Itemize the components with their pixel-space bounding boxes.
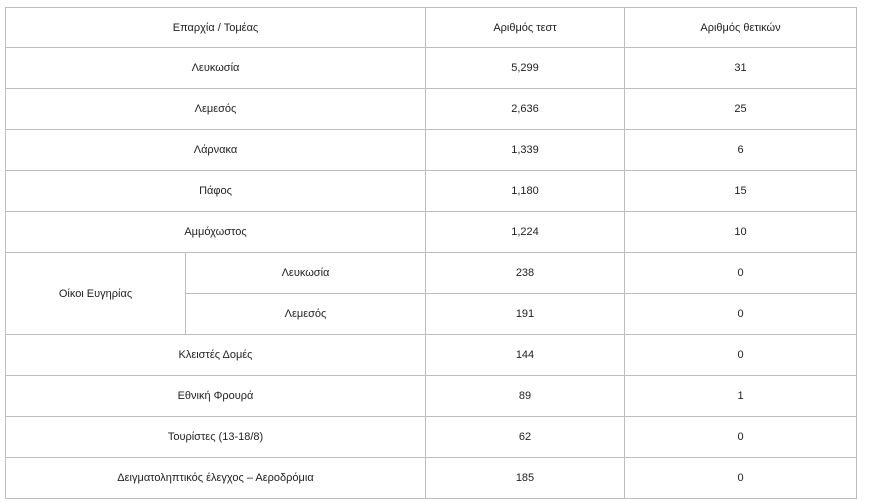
row-positives: 0 bbox=[625, 417, 857, 458]
row-label: Τουρίστες (13-18/8) bbox=[6, 417, 426, 458]
row-tests: 89 bbox=[426, 376, 625, 417]
group-label: Οίκοι Ευγηρίας bbox=[6, 253, 186, 335]
row-tests: 1,224 bbox=[426, 212, 625, 253]
row-positives: 10 bbox=[625, 212, 857, 253]
row-positives: 25 bbox=[625, 89, 857, 130]
table-row bbox=[6, 130, 857, 171]
test-results-table bbox=[5, 7, 857, 499]
row-label: Λάρνακα bbox=[6, 130, 426, 171]
row-label: Λεμεσός bbox=[6, 89, 426, 130]
subrow-label: Λεμεσός bbox=[186, 294, 426, 335]
table-row bbox=[6, 253, 857, 294]
row-tests: 62 bbox=[426, 417, 625, 458]
header-positives: Αριθμός θετικών bbox=[625, 8, 857, 48]
table-row bbox=[6, 212, 857, 253]
row-tests: 191 bbox=[426, 294, 625, 335]
row-positives: 0 bbox=[625, 253, 857, 294]
row-tests: 238 bbox=[426, 253, 625, 294]
table-row bbox=[6, 458, 857, 499]
table-container bbox=[5, 7, 857, 499]
row-tests: 144 bbox=[426, 335, 625, 376]
header-tests: Αριθμός τεστ bbox=[426, 8, 625, 48]
row-label: Δειγματοληπτικός έλεγχος – Αεροδρόμια bbox=[6, 458, 426, 499]
subrow-label: Λευκωσία bbox=[186, 253, 426, 294]
row-positives: 6 bbox=[625, 130, 857, 171]
table-row bbox=[6, 335, 857, 376]
table-row bbox=[6, 171, 857, 212]
row-label: Λευκωσία bbox=[6, 48, 426, 89]
row-label: Εθνική Φρουρά bbox=[6, 376, 426, 417]
row-positives: 0 bbox=[625, 294, 857, 335]
row-label: Πάφος bbox=[6, 171, 426, 212]
row-label: Κλειστές Δομές bbox=[6, 335, 426, 376]
row-positives: 1 bbox=[625, 376, 857, 417]
row-tests: 1,339 bbox=[426, 130, 625, 171]
table-row bbox=[6, 89, 857, 130]
row-tests: 1,180 bbox=[426, 171, 625, 212]
row-tests: 5,299 bbox=[426, 48, 625, 89]
header-row bbox=[6, 8, 857, 48]
row-positives: 0 bbox=[625, 335, 857, 376]
row-tests: 2,636 bbox=[426, 89, 625, 130]
row-positives: 31 bbox=[625, 48, 857, 89]
table-row bbox=[6, 376, 857, 417]
table-row bbox=[6, 417, 857, 458]
table-row bbox=[6, 48, 857, 89]
row-positives: 15 bbox=[625, 171, 857, 212]
row-label: Αμμόχωστος bbox=[6, 212, 426, 253]
row-positives: 0 bbox=[625, 458, 857, 499]
row-tests: 185 bbox=[426, 458, 625, 499]
header-region: Επαρχία / Τομέας bbox=[6, 8, 426, 48]
